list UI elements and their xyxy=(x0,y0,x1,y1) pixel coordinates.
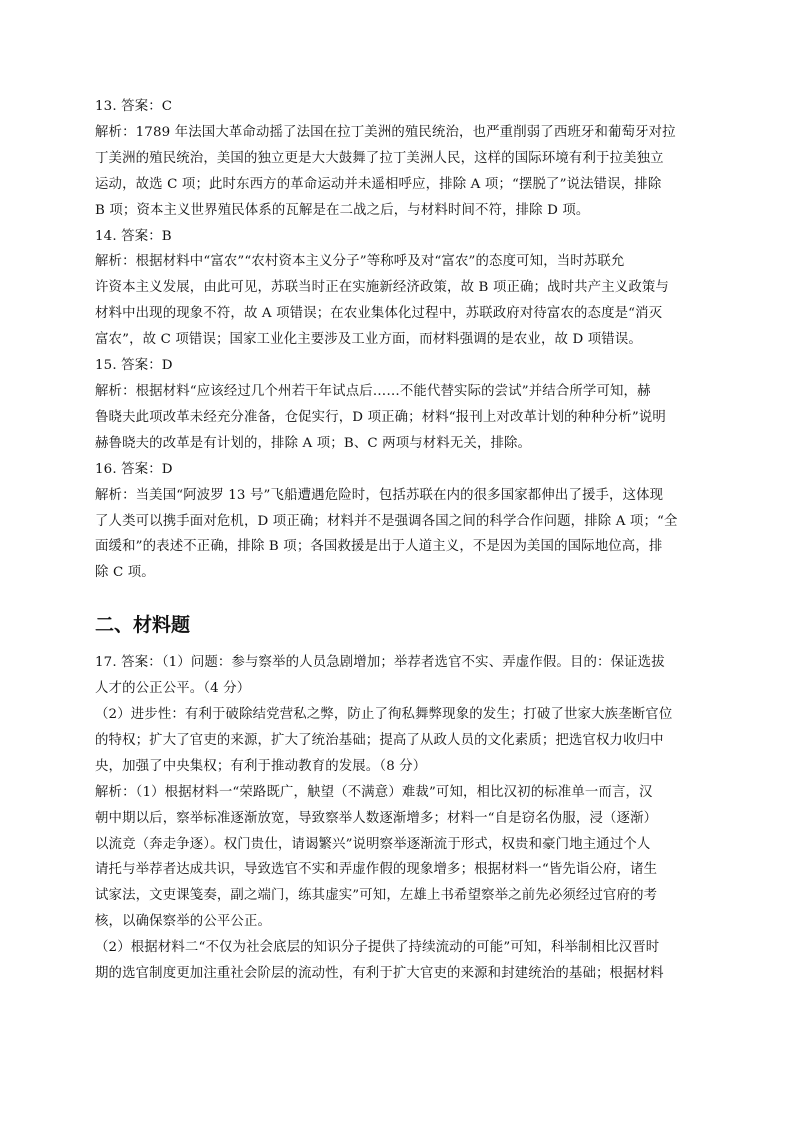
text-line: 朝中期以后，察举标准逐渐放宽，导致察举人数逐渐增多；材料一“自是窃名伪服，浸（逐渐） xyxy=(95,810,658,826)
text-line: 了人类可以携手面对危机，D 项正确；材料并不是强调各国之间的科学合作问题，排除 A 项；“全 xyxy=(95,513,678,529)
text-line: 试家法，文吏课笺奏，副之端门，练其虚实”可知，左雄上书希望察举之前先必须经过官府的考 xyxy=(95,888,658,904)
text-line: 以流竞（奔走争逐）。权门贵仕，请谒繁兴”说明察举逐渐流于形式，权贵和豪门地主通过个人 xyxy=(95,836,651,852)
text-line: 许资本主义发展，由此可见，苏联当时正在实施新经济政策，故 B 项正确；战时共产主义政策与 xyxy=(95,280,669,296)
text-line: 除 C 项。 xyxy=(95,565,155,581)
text-line: 请托与举荐者达成共识，导致选官不实和弄虚作假的现象增多；根据材料一“皆先诣公府，诸生 xyxy=(95,862,658,878)
text-line: 解析：1789 年法国大革命动摇了法国在拉丁美洲的殖民统治，也严重削弱了西班牙和葡萄牙对拉 xyxy=(95,124,676,140)
text-line: 鲁晓夫此项改革未经充分准备，仓促实行，D 项正确；材料“报刊上对改革计划的种种分析”说明 xyxy=(95,409,666,425)
text-line: （2）根据材料二“不仅为社会底层的知识分子提供了持续流动的可能”可知，科举制相比汉晋时 xyxy=(95,940,660,956)
text-line: 丁美洲的殖民统治，美国的独立更是大大鼓舞了拉丁美洲人民，这样的国际环境有利于拉美独立 xyxy=(95,150,664,166)
text-line: 运动，故选 C 项；此时东西方的革命运动并未遥相呼应，排除 A 项；“摆脱了”说法错误，排除 xyxy=(95,176,662,192)
text-line: 解析：根据材料“应该经过几个州若干年试点后……不能代替实际的尝试”并结合所学可知，赫 xyxy=(95,383,651,399)
text-line: 期的选官制度更加注重社会阶层的流动性，有利于扩大官吏的来源和封建统治的基础；根据材料 xyxy=(95,966,664,982)
section-heading: 二、材料题 xyxy=(95,614,191,637)
text-line: 富农”，故 C 项错误；国家工业化主要涉及工业方面，而材料强调的是农业，故 D 项错误。 xyxy=(95,332,642,348)
text-line: 13. 答案：C xyxy=(95,99,173,114)
text-line: 解析：当美国“阿波罗 13 号”飞船遭遇危险时，包括苏联在内的很多国家都伸出了援手，这体现 xyxy=(95,487,664,503)
text-line: 15. 答案：D xyxy=(95,358,173,374)
text-line: 央，加强了中央集权；有利于推动教育的发展。（8 分） xyxy=(95,758,427,774)
text-line: 17. 答案：（1）问题：参与察举的人员急剧增加；举荐者选官不实、弄虚作假。目的：保证选拔 xyxy=(95,655,665,671)
text-line: 核，以确保察举的公平公正。 xyxy=(95,914,272,930)
text-line: （2）进步性：有利于破除结党营私之弊，防止了徇私舞弊现象的发生；打破了世家大族垄断官位 xyxy=(95,707,673,723)
text-line: 面缓和”的表述不正确，排除 B 项；各国救援是出于人道主义，不是因为美国的国际地位高，排 xyxy=(95,539,663,555)
text-line: B 项；资本主义世界殖民体系的瓦解是在二战之后，与材料时间不符，排除 D 项。 xyxy=(95,202,590,218)
text-line: 16. 答案：D xyxy=(95,461,173,477)
text-line: 人才的公正公平。（4 分） xyxy=(95,681,251,697)
document-page xyxy=(95,94,697,987)
text-line: 14. 答案：B xyxy=(95,228,172,244)
text-line: 解析：根据材料中“富农”“农村资本主义分子”等称呼及对“富农”的态度可知，当时苏联允 xyxy=(95,254,625,270)
text-line: 解析：（1）根据材料一“荣路既广，觖望（不满意）难裁”可知，相比汉初的标准单一而言，汉 xyxy=(95,784,653,800)
text-line: 材料中出现的现象不符，故 A 项错误；在农业集体化过程中，苏联政府对待富农的态度是“消灭 xyxy=(95,306,663,322)
text-line: 的特权；扩大了官吏的来源，扩大了统治基础；提高了从政人员的文化素质；把选官权力收归中 xyxy=(95,732,664,748)
text-line: 赫鲁晓夫的改革是有计划的，排除 A 项；B、C 两项与材料无关，排除。 xyxy=(95,435,532,451)
